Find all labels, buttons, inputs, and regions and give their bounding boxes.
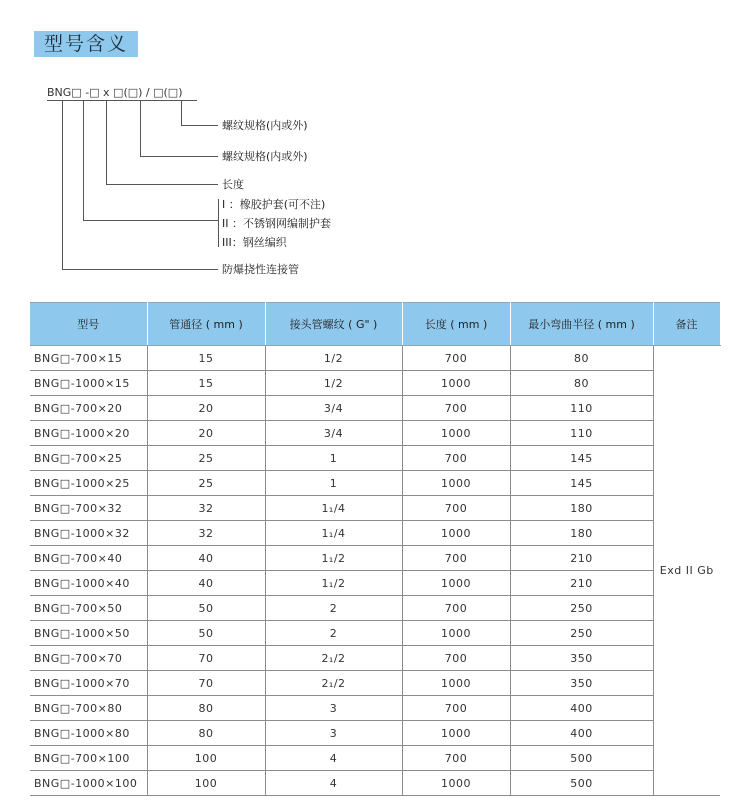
cell-thread: 2₁/2 — [265, 646, 402, 671]
cell-thread: 3/4 — [265, 421, 402, 446]
header-model: 型号 — [30, 303, 147, 346]
leader-thread-1-horizontal — [140, 156, 218, 157]
table-row — [30, 771, 720, 796]
cell-diameter: 70 — [147, 671, 265, 696]
leader-thread-2-horizontal — [181, 125, 218, 126]
cell-radius: 350 — [510, 671, 653, 696]
section-title: 型号含义 — [34, 31, 138, 57]
cell-model: BNG□-1000×100 — [30, 771, 147, 796]
cell-model: BNG□-1000×32 — [30, 521, 147, 546]
spec-table — [30, 302, 721, 796]
cell-radius: 145 — [510, 471, 653, 496]
table-row — [30, 596, 720, 621]
cell-model: BNG□-700×70 — [30, 646, 147, 671]
table-row — [30, 621, 720, 646]
cell-length: 700 — [402, 346, 510, 371]
cell-length: 1000 — [402, 371, 510, 396]
cell-diameter: 40 — [147, 571, 265, 596]
cell-diameter: 50 — [147, 621, 265, 646]
cell-diameter: 40 — [147, 546, 265, 571]
cell-diameter: 20 — [147, 421, 265, 446]
cell-radius: 80 — [510, 346, 653, 371]
cell-model: BNG□-700×100 — [30, 746, 147, 771]
cell-length: 700 — [402, 646, 510, 671]
cell-thread: 3/4 — [265, 396, 402, 421]
cell-diameter: 32 — [147, 496, 265, 521]
cell-thread: 2₁/2 — [265, 671, 402, 696]
cell-thread: 4 — [265, 746, 402, 771]
cell-length: 700 — [402, 396, 510, 421]
cell-length: 1000 — [402, 771, 510, 796]
label-product: 防爆挠性连接管 — [222, 263, 299, 276]
cell-note: Exd II Gb — [653, 346, 720, 796]
table-row — [30, 521, 720, 546]
cell-model: BNG□-1000×15 — [30, 371, 147, 396]
cell-length: 1000 — [402, 421, 510, 446]
leader-length-vertical — [106, 101, 107, 184]
cell-thread: 1₁/4 — [265, 496, 402, 521]
cell-model: BNG□-700×50 — [30, 596, 147, 621]
table-row — [30, 496, 720, 521]
cell-diameter: 80 — [147, 696, 265, 721]
cell-radius: 350 — [510, 646, 653, 671]
table-row — [30, 471, 720, 496]
table-row — [30, 721, 720, 746]
cell-length: 700 — [402, 546, 510, 571]
cell-thread: 1/2 — [265, 346, 402, 371]
table-row — [30, 446, 720, 471]
cell-thread: 2 — [265, 596, 402, 621]
cell-diameter: 100 — [147, 746, 265, 771]
cell-length: 700 — [402, 596, 510, 621]
cell-radius: 80 — [510, 371, 653, 396]
leader-length-horizontal — [106, 184, 218, 185]
header-length: 长度 ( mm ) — [402, 303, 510, 346]
cell-thread: 1₁/4 — [265, 521, 402, 546]
table-row — [30, 571, 720, 596]
cell-thread: 3 — [265, 721, 402, 746]
leader-thread-2-vertical — [181, 101, 182, 125]
label-type-3: III：钢丝编织 — [222, 236, 287, 249]
cell-radius: 180 — [510, 521, 653, 546]
cell-length: 700 — [402, 696, 510, 721]
table-header-row — [30, 303, 720, 346]
cell-thread: 3 — [265, 696, 402, 721]
cell-radius: 400 — [510, 721, 653, 746]
cell-radius: 500 — [510, 771, 653, 796]
cell-diameter: 15 — [147, 346, 265, 371]
label-thread-spec-1: 螺纹规格(内或外) — [222, 150, 308, 163]
header-note: 备注 — [653, 303, 720, 346]
cell-model: BNG□-700×80 — [30, 696, 147, 721]
cell-thread: 1₁/2 — [265, 546, 402, 571]
cell-length: 1000 — [402, 721, 510, 746]
model-code-diagram — [0, 0, 750, 290]
cell-length: 1000 — [402, 621, 510, 646]
cell-radius: 250 — [510, 596, 653, 621]
label-type-2: II ：不锈钢网编制护套 — [222, 217, 331, 230]
cell-radius: 145 — [510, 446, 653, 471]
header-thread: 接头管螺纹 ( G" ) — [265, 303, 402, 346]
cell-radius: 400 — [510, 696, 653, 721]
cell-model: BNG□-1000×25 — [30, 471, 147, 496]
table-row — [30, 696, 720, 721]
cell-thread: 1 — [265, 471, 402, 496]
label-type-1: I ：橡胶护套(可不注) — [222, 198, 326, 211]
cell-length: 1000 — [402, 471, 510, 496]
cell-diameter: 20 — [147, 396, 265, 421]
table-row — [30, 646, 720, 671]
cell-diameter: 32 — [147, 521, 265, 546]
cell-diameter: 50 — [147, 596, 265, 621]
type-bracket — [218, 199, 219, 247]
cell-radius: 110 — [510, 421, 653, 446]
cell-diameter: 25 — [147, 471, 265, 496]
cell-model: BNG□-700×40 — [30, 546, 147, 571]
table-row — [30, 546, 720, 571]
cell-thread: 2 — [265, 621, 402, 646]
cell-diameter: 100 — [147, 771, 265, 796]
leader-type-horizontal — [83, 220, 218, 221]
cell-diameter: 80 — [147, 721, 265, 746]
header-radius: 最小弯曲半径 ( mm ) — [510, 303, 653, 346]
cell-radius: 110 — [510, 396, 653, 421]
cell-length: 1000 — [402, 571, 510, 596]
cell-model: BNG□-1000×20 — [30, 421, 147, 446]
table-row — [30, 371, 720, 396]
label-length: 长度 — [222, 178, 244, 191]
leader-type-vertical — [83, 101, 84, 220]
cell-model: BNG□-1000×50 — [30, 621, 147, 646]
cell-model: BNG□-1000×40 — [30, 571, 147, 596]
cell-model: BNG□-700×32 — [30, 496, 147, 521]
cell-radius: 250 — [510, 621, 653, 646]
cell-thread: 4 — [265, 771, 402, 796]
cell-radius: 210 — [510, 546, 653, 571]
cell-length: 1000 — [402, 671, 510, 696]
cell-model: BNG□-700×15 — [30, 346, 147, 371]
cell-radius: 500 — [510, 746, 653, 771]
code-underline — [47, 100, 197, 101]
cell-thread: 1 — [265, 446, 402, 471]
leader-product-horizontal — [62, 269, 218, 270]
leader-product-vertical — [62, 101, 63, 269]
table-row — [30, 671, 720, 696]
cell-model: BNG□-700×20 — [30, 396, 147, 421]
table-row — [30, 396, 720, 421]
cell-thread: 1₁/2 — [265, 571, 402, 596]
cell-length: 700 — [402, 746, 510, 771]
cell-radius: 210 — [510, 571, 653, 596]
cell-diameter: 70 — [147, 646, 265, 671]
cell-length: 700 — [402, 496, 510, 521]
cell-length: 700 — [402, 446, 510, 471]
table-row — [30, 346, 720, 371]
header-diameter: 管通径 ( mm ) — [147, 303, 265, 346]
cell-length: 1000 — [402, 521, 510, 546]
cell-diameter: 25 — [147, 446, 265, 471]
leader-thread-1-vertical — [140, 101, 141, 156]
cell-diameter: 15 — [147, 371, 265, 396]
cell-model: BNG□-700×25 — [30, 446, 147, 471]
cell-model: BNG□-1000×70 — [30, 671, 147, 696]
cell-thread: 1/2 — [265, 371, 402, 396]
cell-model: BNG□-1000×80 — [30, 721, 147, 746]
table-row — [30, 421, 720, 446]
label-thread-spec-2: 螺纹规格(内或外) — [222, 119, 308, 132]
model-code: BNG□ -□ x □(□) / □(□) — [47, 86, 183, 99]
cell-radius: 180 — [510, 496, 653, 521]
table-row — [30, 746, 720, 771]
